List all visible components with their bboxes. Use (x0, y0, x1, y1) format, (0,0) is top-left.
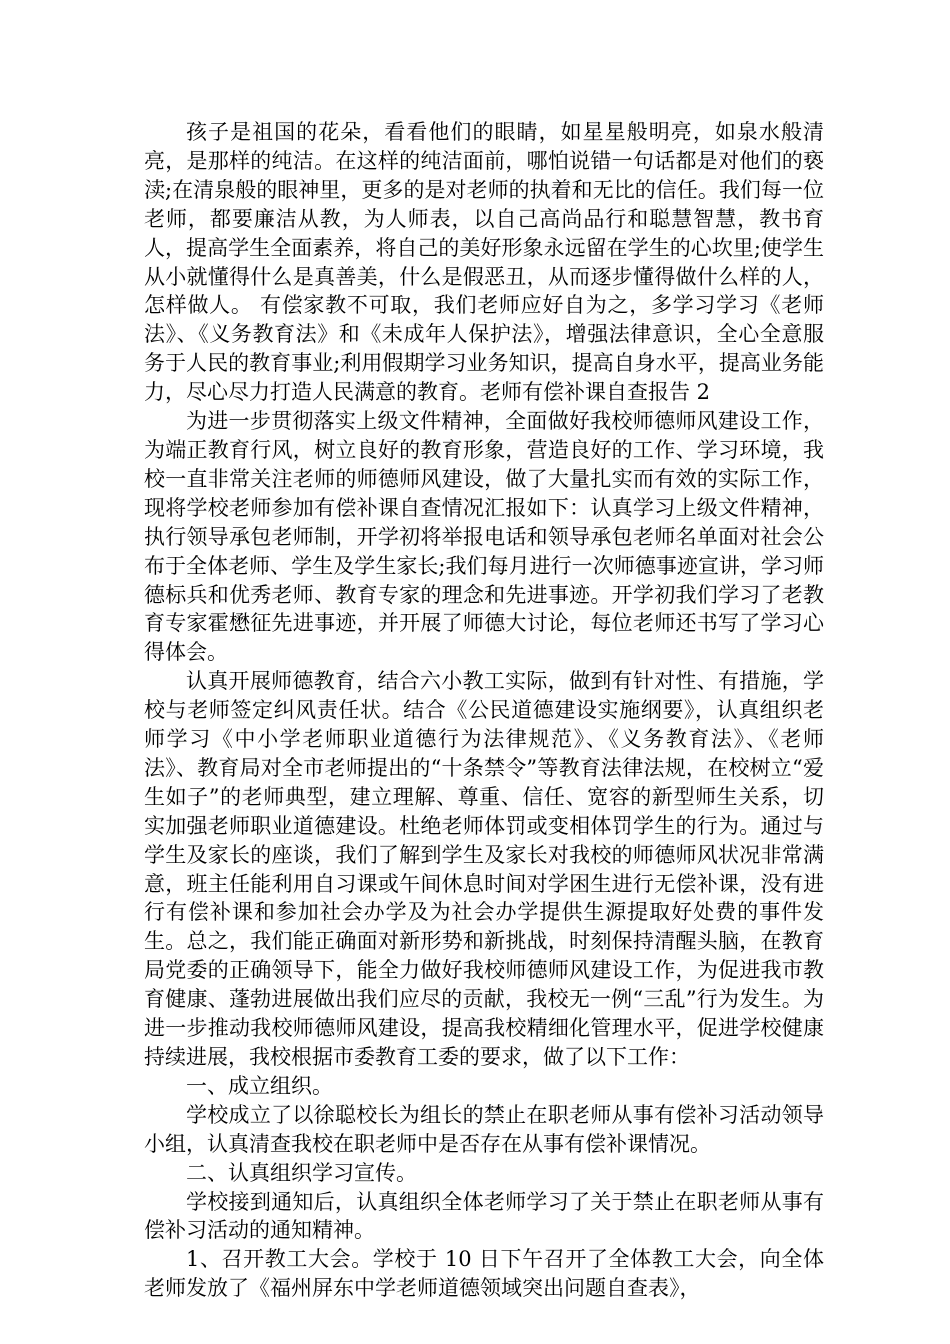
paragraph-2: 为进一步贯彻落实上级文件精神，全面做好我校师德师风建设工作，为端正教育行风，树立良好的教育形象，营造良好的工作、学习环境，我校一直非常关注老师的师德师风建设，做了大量扎实而有效的实际工作，现将学校老师参加有偿补课自查情况汇报如下：认真学习上级文件精神，执行领导承包老师制，开学初将举报电话和领导承包老师名单面对社会公布于全体老师、学生及学生家长;我们每月进行一次师德事迹宣讲，学习师德标兵和优秀老师、教育专家的理念和先进事迹。开学初我们学习了老教育专家霍懋征先进事迹，并开展了师德大讨论，每位老师还书写了学习心得体会。 (144, 409, 824, 665)
paragraph-3: 认真开展师德教育，结合六小教工实际，做到有针对性、有措施，学校与老师签定纠风责任状。结合《公民道德建设实施纲要》，认真组织老师学习《中小学老师职业道德行为法律规范》、《义务教育法》、《老师法》、教育局对全市老师提出的“十条禁令”等教育法律法规，在校树立“爱生如子”的老师典型，建立理解、尊重、信任、宽容的新型师生关系，切实加强老师职业道德建设。杜绝老师体罚或变相体罚学生的行为。通过与学生及家长的座谈，我们了解到学生及家长对我校的师德师风状况非常满意，班主任能利用自习课或午间休息时间对学困生进行无偿补课，没有进行有偿补课和参加社会办学及为社会办学提供生源提取好处费的事件发生。总之，我们能正确面对新形势和新挑战，时刻保持清醒头脑，在教育局党委的正确领导下，能全力做好我校师德师风建设工作，为促进我市教育健康、蓬勃进展做出我们应尽的贡献，我校无一例“三乱”行为发生。为进一步推动我校师德师风建设，提高我校精细化管理水平，促进学校健康持续进展，我校根据市委教育工委的要求，做了以下工作： (144, 669, 824, 1069)
paragraph-5: 学校接到通知后，认真组织全体老师学习了关于禁止在职老师从事有偿补习活动的通知精神。 (144, 1189, 824, 1243)
paragraph-6: 1、召开教工大会。学校于 10 日下午召开了全体教工大会，向全体老师发放了《福州屏东中学老师道德领域突出问题自查表》， (144, 1247, 824, 1301)
section-heading-1: 一、成立组织。 (186, 1073, 333, 1098)
paragraph-1: 孩子是祖国的花朵，看看他们的眼睛，如星星般明亮，如泉水般清亮，是那样的纯洁。在这样的纯洁面前，哪怕说错一句话都是对他们的亵渎;在清泉般的眼神里，更多的是对老师的执着和无比的信任。我们每一位老师，都要廉洁从教，为人师表，以自己高尚品行和聪慧智慧，教书育人，提高学生全面素养，将自己的美好形象永远留在学生的心坎里;使学生 从小就懂得什么是真善美，什么是假恶丑，从而逐步懂得做什么样的人，怎样做人。 有偿家教不可取，我们老师应好自为之，多学习学习《老师法》、《义务教育法》和《未成年人保护法》，增强法律意识，全心全意服务于人民的教育事业;利用假期学习业务知识，提高自身水平，提高业务能力，尽心尽力打造人民满意的教育。老师有偿补课自查报告 2 (144, 120, 824, 405)
section-heading-2: 二、认真组织学习宣传。 (186, 1160, 417, 1185)
document-body (144, 118, 824, 1303)
paragraph-4: 学校成立了以徐聪校长为组长的禁止在职老师从事有偿补习活动领导小组，认真清查我校在职老师中是否存在从事有偿补课情况。 (144, 1102, 824, 1156)
